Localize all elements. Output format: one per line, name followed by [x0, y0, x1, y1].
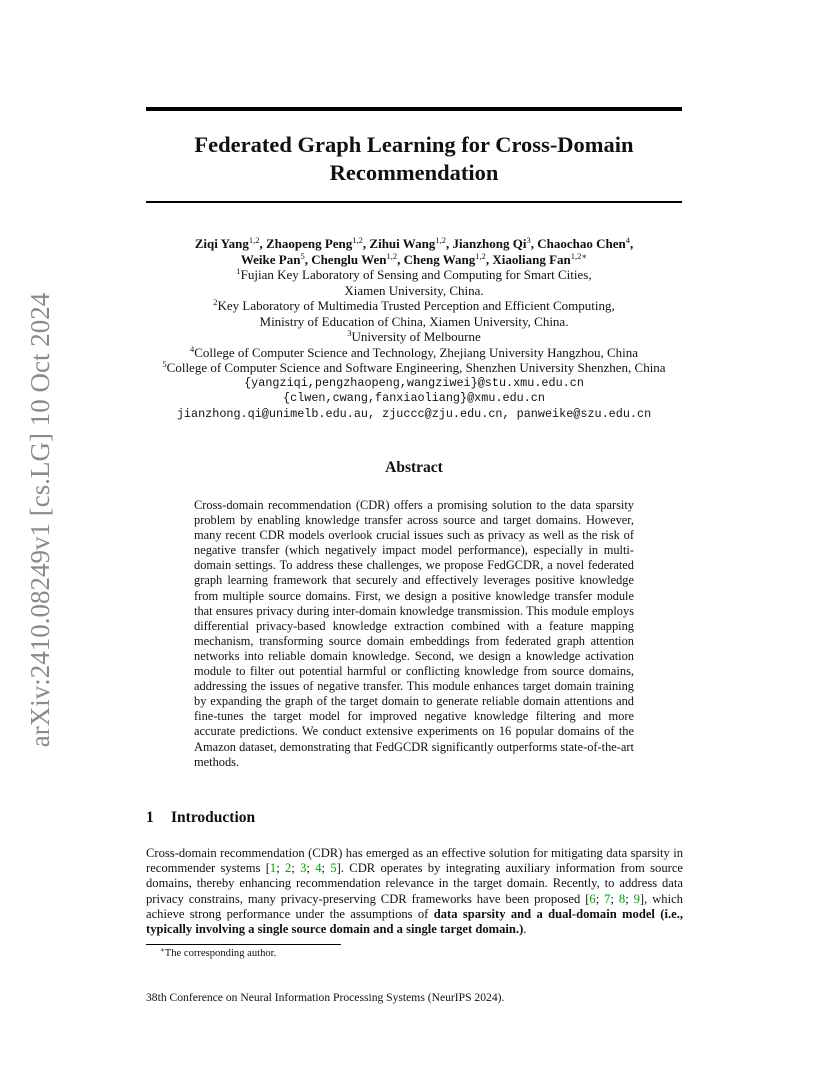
author-aff: 5 [300, 250, 305, 261]
citation-link[interactable]: 9 [633, 891, 640, 906]
title-top-rule [146, 107, 682, 111]
affiliation-text: College of Computer Science and Technology, Zhejiang University Hangzhou, China [194, 344, 639, 360]
citation-link[interactable]: 8 [618, 891, 626, 906]
title-bottom-rule [146, 201, 682, 203]
affiliation-mark: 5 [162, 359, 167, 369]
author-aff: 1,2 [248, 235, 260, 245]
author-name: Cheng Wang [403, 251, 476, 267]
citation-link[interactable]: 1 [269, 861, 277, 876]
footnote-mark: ∗ [160, 946, 165, 954]
intro-emphasis: data sparsity and a dual-domain model (i.e., typically involving a single source domain and a single target domain.) [146, 906, 683, 937]
paper-title [146, 131, 682, 187]
author-name: Chaochao Chen [537, 236, 626, 251]
section-title: Introduction [171, 809, 256, 826]
citation-link[interactable]: 6 [589, 891, 596, 906]
affiliation-text: College of Computer Science and Software Engineering, Shenzhen University Shenzhen, China [166, 360, 666, 375]
email-line-1: {yangziqi,pengzhaopeng,wangziwei}@stu.xmu.edu.cn [244, 375, 584, 390]
intro-text: Cross-domain recommendation (CDR) has emerged as an effective solution for mitigating data sparsity in recommender systems [146, 846, 683, 876]
author-name: Chenglu Wen [311, 251, 387, 267]
affiliation-mark: 4 [189, 343, 195, 354]
author-aff: 1,2 [352, 235, 363, 245]
citation-link[interactable]: 3 [300, 861, 307, 876]
author-line-1: Ziqi Yang$^{1,2}$, Zhaopeng Peng$^{1,2}$, Zihui Wang$^{1,2}$, Jianzhong Qi$^3$, Chaochao Chen$^4$, [194, 235, 634, 251]
affiliation-1-cont: Xiamen University, China. [344, 282, 484, 298]
author-aff: 1,2 [435, 235, 446, 245]
affiliation-text: Key Laboratory of Multimedia Trusted Perception and Efficient Computing, [217, 298, 615, 313]
intro-paragraph: Cross-domain recommendation (CDR) has emerged as an effective solution for mitigating data sparsity in recommender systems [1; 2; 3; 4; 5]. CDR operates by integrating auxiliary information from source domains, thereby enhancing recommendation relevance in the target domain. Recently, to address data privacy constrains, many privacy-preserving CDR frameworks have been proposed [6; 7; 8; 9], which achieve strong performance under the assumptions of data sparsity and a dual-domain model (i.e., typically involving a single source domain and a single target domain.). [146, 846, 683, 937]
author-aff: 3 [526, 235, 531, 245]
affiliation-1 [146, 267, 682, 283]
intro-text: , which achieve strong performance under the assumptions of [146, 891, 683, 921]
author-aff: 1,2∗ [570, 250, 588, 261]
author-aff: 4 [625, 235, 630, 245]
author-line-2: Weike Pan$^5$, Chenglu Wen$^{1,2}$, Cheng Wang$^{1,2}$, Xiaoliang Fan$^{1,2∗}$ [240, 250, 588, 267]
intro-text: . CDR operates by integrating auxiliary information from source domains, thereby enhancing recommendation relevance in the target domain. Recently, to address data privacy constrains, many privacy-preserving CDR frameworks have been proposed [146, 861, 683, 906]
section-number: 1 [146, 809, 154, 826]
affiliation-mark: 2 [213, 297, 218, 307]
author-block [146, 236, 682, 422]
affiliation-text: Fujian Key Laboratory of Sensing and Computing for Smart Cities, [240, 267, 592, 282]
author-aff: 1,2 [386, 250, 398, 261]
intro-text: . [523, 922, 527, 937]
abstract-body: Cross-domain recommendation (CDR) offers a promising solution to the data sparsity problem by enabling knowledge transfer across source and target domains. However, many recent CDR models overlook crucial issues such as privacy as well as the risk of negative transfer (which negatively impact model performance), especially in multi-domain settings. To address these challenges, we propose FedGCDR, a novel federated graph learning framework that securely and effectively leverages positive knowledge from multiple source domains. First, we design a positive knowledge transfer module that ensures privacy during inter-domain knowledge transmission. This module employs differential privacy-based knowledge extraction combined with a feature mapping mechanism, transforming source domain embeddings from federated graph attention networks into reliable domain knowledge. Second, we design a knowledge activation module to filter out potential harmful or conflicting knowledge from source domains, addressing the issues of negative transfer. This module enhances target domain training by expanding the graph of the target domain to generate reliable domain attentions and fine-tunes the target model for improved negative knowledge filtering and more accurate predictions. We conduct extensive experiments on 16 popular domains of the Amazon dataset, demonstrating that FedGCDR significantly outperforms state-of-the-art methods. [194, 498, 634, 769]
title-line-1: Federated Graph Learning for Cross-Domain [194, 132, 634, 157]
author-aff: 1,2 [475, 250, 486, 261]
affiliation-text: University of Melbourne [351, 329, 481, 344]
affiliation-3 [146, 329, 682, 345]
venue-note: 38th Conference on Neural Information Processing Systems (NeurIPS 2024). [146, 991, 505, 1004]
author-name: Xiaoliang Fan [492, 251, 571, 267]
footnote-text: The corresponding author. [164, 948, 277, 959]
affiliation-2 [146, 298, 682, 314]
email-line-2: {clwen,cwang,fanxiaoliang}@xmu.edu.cn [283, 391, 545, 405]
footnote-rule [146, 944, 341, 945]
section-heading [146, 809, 255, 827]
author-name: Weike Pan [240, 251, 301, 267]
citation-link[interactable]: 5 [330, 861, 337, 876]
email-line-3: jianzhong.qi@unimelb.edu.au, zjuccc@zju.edu.cn, panweike@szu.edu.cn [176, 406, 652, 421]
affiliation-4 [146, 345, 682, 361]
abstract-heading: Abstract [385, 459, 443, 476]
citation-link[interactable]: 7 [604, 891, 611, 906]
author-name: Ziqi Yang [194, 236, 249, 251]
author-name: Jianzhong Qi [452, 236, 527, 251]
footnote [160, 948, 276, 959]
affiliation-2-cont: Ministry of Education of China, Xiamen University, China. [259, 313, 569, 329]
citation-link[interactable]: 2 [285, 861, 292, 876]
citation-link[interactable]: 4 [315, 861, 322, 876]
author-name: Zhaopeng Peng [265, 236, 353, 251]
title-line-2: Recommendation [329, 160, 499, 185]
affiliation-5 [146, 360, 682, 376]
arxiv-identifier: arXiv:2410.08249v1 [cs.LG] 10 Oct 2024 [25, 292, 55, 748]
affiliation-mark: 3 [347, 328, 352, 338]
author-name: Zihui Wang [369, 236, 436, 251]
affiliation-mark: 1 [236, 266, 241, 276]
